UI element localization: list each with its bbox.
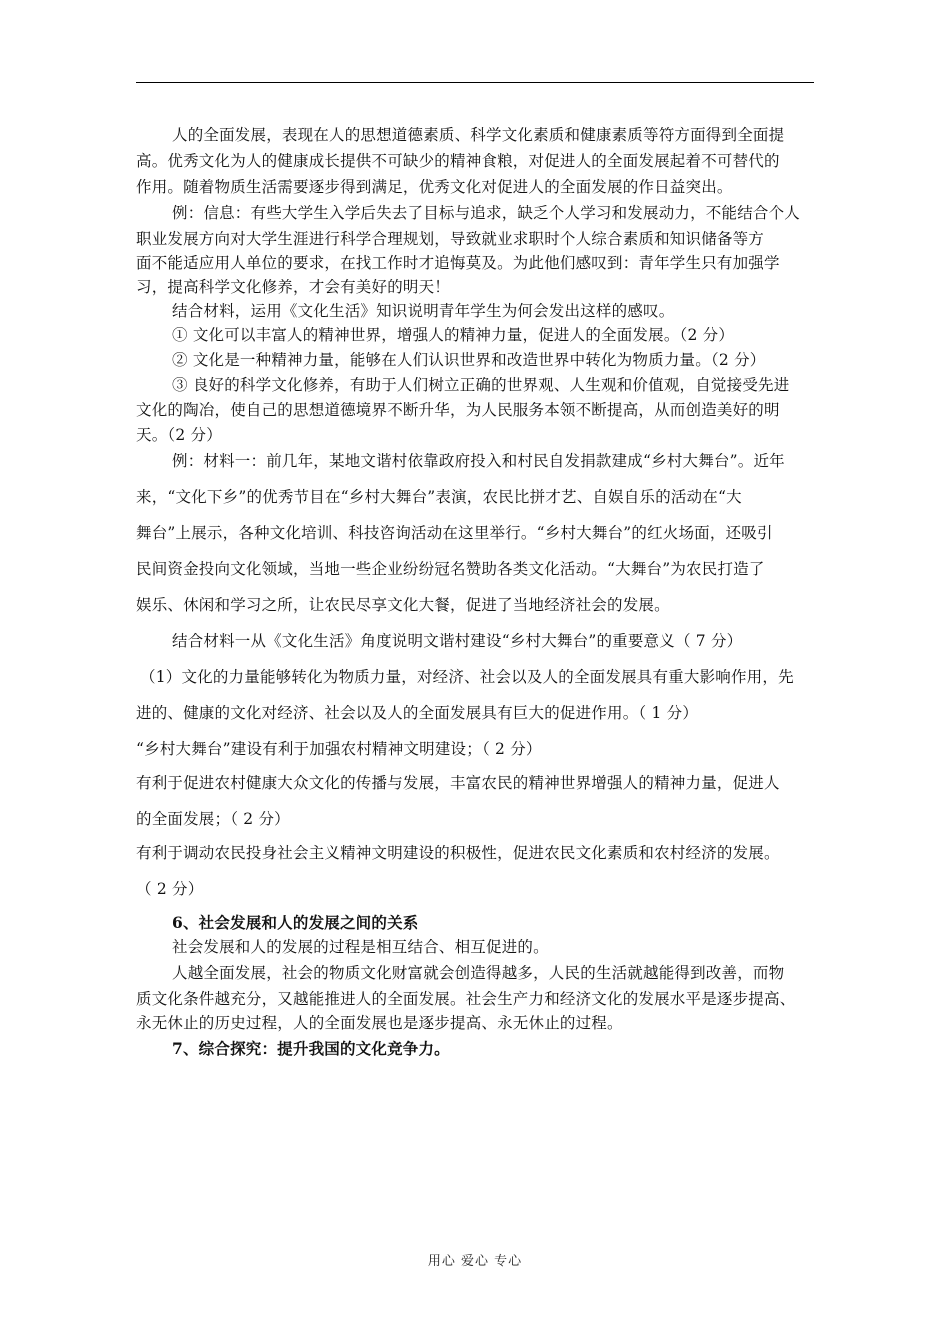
text-line: 人越全面发展，社会的物质文化财富就会创造得越多，人民的生活就越能得到改善，而物 — [172, 964, 785, 982]
text-line: 结合材料，运用《文化生活》知识说明青年学生为何会发出这样的感叹。 — [172, 302, 675, 320]
section-heading: 7、综合探究：提升我国的文化竞争力。 — [172, 1039, 450, 1058]
text-line: “乡村大舞台”建设有利于加强农村精神文明建设；（ 2 分） — [136, 740, 542, 758]
text-line: 面不能适应用人单位的要求，在找工作时才追悔莫及。为此他们感叹到：青年学生只有加强学 — [136, 254, 780, 272]
text-line: 天。（2 分） — [136, 426, 222, 444]
header-rule — [136, 82, 814, 83]
text-line: 永无休止的历史过程，人的全面发展也是逐步提高、永无休止的过程。 — [136, 1014, 623, 1032]
text-line: 进的、健康的文化对经济、社会以及人的全面发展具有巨大的促进作用。（ 1 分） — [136, 704, 699, 722]
text-line: 质文化条件越充分，又越能推进人的全面发展。社会生产力和经济文化的发展水平是逐步提高、 — [136, 990, 796, 1008]
text-line: （1）文化的力量能够转化为物质力量，对经济、社会以及人的全面发展具有重大影响作用，先 — [140, 668, 794, 686]
text-line: 例：信息：有些大学生入学后失去了目标与追求，缺乏个人学习和发展动力，不能结合个人 — [172, 204, 801, 222]
text-line: 娱乐、休闲和学习之所，让农民尽享文化大餐，促进了当地经济社会的发展。 — [136, 596, 670, 614]
text-line: 结合材料一从《文化生活》角度说明文谐村建设“乡村大舞台”的重要意义（ 7 分） — [172, 632, 743, 650]
text-line: ② 文化是一种精神力量，能够在人们认识世界和改造世界中转化为物质力量。（2 分） — [172, 351, 766, 369]
text-line: 习，提高科学文化修养，才会有美好的明天！ — [136, 278, 451, 296]
text-line: 有利于促进农村健康大众文化的传播与发展，丰富农民的精神世界增强人的精神力量，促进人 — [136, 774, 780, 792]
text-line: 有利于调动农民投身社会主义精神文明建设的积极性，促进农民文化素质和农村经济的发展。 — [136, 844, 780, 862]
text-line: ① 文化可以丰富人的精神世界，增强人的精神力量，促进人的全面发展。（2 分） — [172, 326, 735, 344]
text-line: 例：材料一：前几年，某地文谐村依靠政府投入和村民自发捐款建成“乡村大舞台”。近年 — [172, 452, 785, 470]
text-line: 高。优秀文化为人的健康成长提供不可缺少的精神食粮，对促进人的全面发展起着不可替代的 — [136, 152, 780, 170]
text-line: 人的全面发展，表现在人的思想道德素质、科学文化素质和健康素质等符方面得到全面提 — [172, 126, 785, 144]
text-line: 舞台”上展示，各种文化培训、科技咨询活动在这里举行。“乡村大舞台”的红火场面，还吸引 — [136, 524, 773, 542]
text-line: （ 2 分） — [136, 880, 204, 898]
text-line: 文化的陶冶，使自己的思想道德境界不断升华，为人民服务本领不断提高，从而创造美好的明 — [136, 401, 780, 419]
text-line: ③ 良好的科学文化修养，有助于人们树立正确的世界观、人生观和价值观，自觉接受先进 — [172, 376, 790, 394]
text-line: 作用。随着物质生活需要逐步得到满足，优秀文化对促进人的全面发展的作日益突出。 — [136, 178, 733, 196]
text-line: 职业发展方向对大学生涯进行科学合理规划，导致就业求职时个人综合素质和知识储备等方 — [136, 230, 765, 248]
section-heading: 6、社会发展和人的发展之间的关系 — [172, 913, 419, 932]
text-line: 的全面发展；（ 2 分） — [136, 810, 290, 828]
text-line: 来，“文化下乡”的优秀节目在“乡村大舞台”表演，农民比拼才艺、自娱自乐的活动在“大 — [136, 488, 742, 506]
page-footer: 用心 爱心 专心 — [427, 1254, 523, 1269]
text-line: 社会发展和人的发展的过程是相互结合、相互促进的。 — [172, 938, 549, 956]
text-line: 民间资金投向文化领域，当地一些企业纷纷冠名赞助各类文化活动。“大舞台”为农民打造了 — [136, 560, 765, 578]
